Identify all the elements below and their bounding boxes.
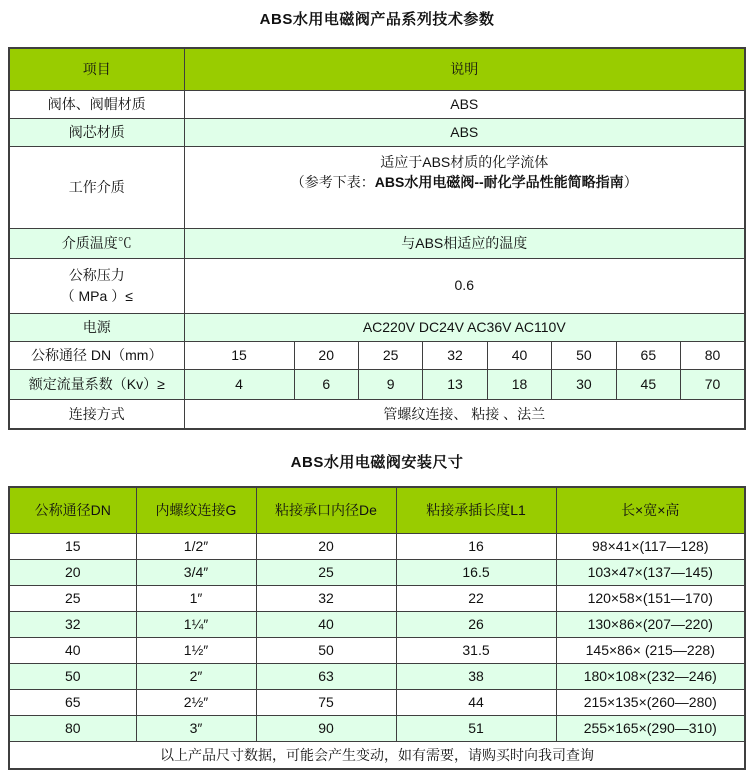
table-row: [9, 611, 745, 637]
row-label: 工作介质: [9, 146, 184, 228]
dim-cell: 98×41×(117—128): [556, 533, 745, 559]
dn-value: 65: [616, 341, 680, 369]
dim-cell: 130×86×(207—220): [556, 611, 745, 637]
dim-cell: 120×58×(151—170): [556, 585, 745, 611]
dim-table-title: ABS水用电磁阀安装尺寸: [290, 454, 464, 471]
dn-value: 50: [552, 341, 616, 369]
row-value: ABS: [184, 118, 745, 146]
dim-cell: 1″: [136, 585, 256, 611]
pressure-label-line2: （ MPa ）≤: [60, 287, 133, 304]
dim-cell: 50: [256, 637, 396, 663]
dim-cell: 15: [9, 533, 136, 559]
dim-cell: 1/2″: [136, 533, 256, 559]
dim-cell: 25: [9, 585, 136, 611]
row-medium-temp: [9, 228, 745, 258]
dim-cell: 44: [396, 689, 556, 715]
spec-header-row: [9, 48, 745, 90]
dim-cell: 215×135×(260—280): [556, 689, 745, 715]
dn-value: 80: [681, 341, 745, 369]
dim-cell: 25: [256, 559, 396, 585]
dim-cell: 255×165×(290—310): [556, 715, 745, 741]
line2-suffix: ）: [623, 173, 638, 190]
row-label: [9, 258, 184, 313]
kv-value: 18: [487, 369, 551, 399]
line2-bold: ABS水用电磁阀--耐化学品性能简略指南: [374, 173, 624, 190]
table-row: [9, 559, 745, 585]
dim-cell: 103×47×(137—145): [556, 559, 745, 585]
spec-table: [8, 47, 746, 430]
dim-cell: 63: [256, 663, 396, 689]
dim-cell: 31.5: [396, 637, 556, 663]
row-label: 电源: [9, 313, 184, 341]
dim-table-footnote: 以上产品尺寸数据，可能会产生变动，如有需要，请购买时向我司查询: [9, 741, 745, 769]
row-value: 0.6: [184, 258, 745, 313]
row-label: 公称通径 DN（mm）: [9, 341, 184, 369]
dim-header-dn: 公称通径DN: [9, 487, 136, 533]
dn-value: 32: [423, 341, 487, 369]
row-working-medium: [9, 146, 745, 228]
spec-header-item: 项目: [9, 48, 184, 90]
dim-cell: 80: [9, 715, 136, 741]
dim-cell: 50: [9, 663, 136, 689]
dim-cell: 90: [256, 715, 396, 741]
dim-header-row: [9, 487, 745, 533]
row-connection: [9, 399, 745, 429]
dim-cell: 180×108×(232—246): [556, 663, 745, 689]
dim-cell: 20: [9, 559, 136, 585]
row-label: 阀芯材质: [9, 118, 184, 146]
row-value: [184, 146, 745, 228]
table-row: [9, 533, 745, 559]
dim-cell: 20: [256, 533, 396, 559]
kv-value: 13: [423, 369, 487, 399]
dn-value: 20: [294, 341, 358, 369]
table-row: [9, 689, 745, 715]
pressure-label-line1: 公称压力: [68, 267, 125, 284]
spec-header-desc: 说明: [184, 48, 745, 90]
table-row: [9, 715, 745, 741]
dim-table: [8, 486, 746, 770]
kv-value: 6: [294, 369, 358, 399]
kv-value: 45: [616, 369, 680, 399]
dim-header-insert-len: 粘接承插长度L1: [396, 487, 556, 533]
kv-value: 9: [358, 369, 422, 399]
table-footer-row: [9, 741, 745, 769]
row-label: 介质温度℃: [9, 228, 184, 258]
kv-value: 30: [552, 369, 616, 399]
dim-cell: 51: [396, 715, 556, 741]
dim-cell: 1¼″: [136, 611, 256, 637]
row-nominal-diameter: [9, 341, 745, 369]
row-body-material: [9, 90, 745, 118]
dim-cell: 16.5: [396, 559, 556, 585]
working-medium-line1: 适应于ABS材质的化学流体: [380, 153, 549, 170]
dim-cell: 38: [396, 663, 556, 689]
dn-value: 40: [487, 341, 551, 369]
dim-cell: 26: [396, 611, 556, 637]
row-nominal-pressure: [9, 258, 745, 313]
dim-cell: 3″: [136, 715, 256, 741]
dim-cell: 22: [396, 585, 556, 611]
dim-cell: 32: [256, 585, 396, 611]
row-value: ABS: [184, 90, 745, 118]
dim-header-thread: 内螺纹连接G: [136, 487, 256, 533]
row-label: 额定流量系数（Kv）≥: [9, 369, 184, 399]
dim-cell: 2½″: [136, 689, 256, 715]
dim-cell: 2″: [136, 663, 256, 689]
row-flow-coefficient: [9, 369, 745, 399]
dim-cell: 75: [256, 689, 396, 715]
kv-value: 70: [681, 369, 745, 399]
spec-table-title: ABS水用电磁阀产品系列技术参数: [259, 11, 495, 28]
dim-cell: 40: [9, 637, 136, 663]
dn-value: 25: [358, 341, 422, 369]
table-row: [9, 637, 745, 663]
dim-header-socket-id: 粘接承口内径De: [256, 487, 396, 533]
dim-cell: 1½″: [136, 637, 256, 663]
table-row: [9, 663, 745, 689]
dim-cell: 32: [9, 611, 136, 637]
dim-cell: 65: [9, 689, 136, 715]
row-value: 管螺纹连接、 粘接 、法兰: [184, 399, 745, 429]
dim-cell: 3/4″: [136, 559, 256, 585]
kv-value: 4: [184, 369, 294, 399]
row-value: AC220V DC24V AC36V AC110V: [184, 313, 745, 341]
dim-cell: 145×86× (215—228): [556, 637, 745, 663]
dim-cell: 16: [396, 533, 556, 559]
row-power-supply: [9, 313, 745, 341]
row-core-material: [9, 118, 745, 146]
dn-value: 15: [184, 341, 294, 369]
row-value: 与ABS相适应的温度: [184, 228, 745, 258]
table-row: [9, 585, 745, 611]
row-label: 连接方式: [9, 399, 184, 429]
working-medium-line2: [189, 172, 741, 192]
row-label: 阀体、阀帽材质: [9, 90, 184, 118]
dim-header-lwh: 长×宽×高: [556, 487, 745, 533]
dim-cell: 40: [256, 611, 396, 637]
line2-prefix: （参考下表：: [290, 173, 375, 190]
